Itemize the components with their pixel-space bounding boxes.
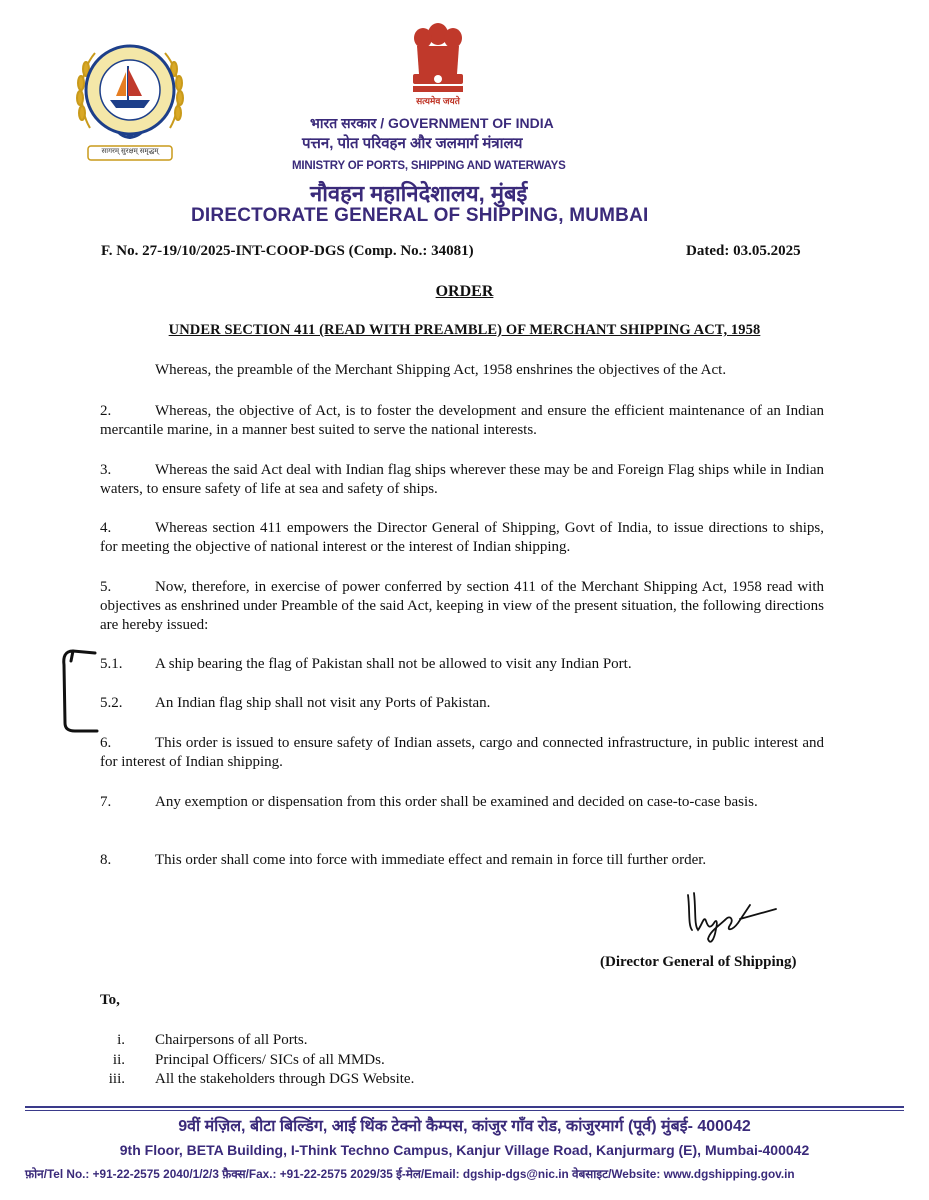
dgs-english: DIRECTORATE GENERAL OF SHIPPING, MUMBAI bbox=[191, 205, 649, 226]
paragraph-number: 4. bbox=[100, 520, 112, 536]
government-line: भारत सरकार / GOVERNMENT OF INDIA bbox=[310, 115, 554, 131]
order-date: Dated: 03.05.2025 bbox=[686, 243, 801, 259]
order-subtitle: UNDER SECTION 411 (READ WITH PREAMBLE) OF MERCHANT SHIPPING ACT, 1958 bbox=[168, 322, 761, 338]
paragraph-number: 3. bbox=[100, 462, 112, 478]
paragraph-text: A ship bearing the flag of Pakistan shall not be allowed to visit any Indian Port. bbox=[155, 656, 632, 672]
dgs-logo bbox=[70, 28, 190, 168]
recipient-item: All the stakeholders through DGS Website. bbox=[155, 1071, 415, 1087]
recipient-item: Chairpersons of all Ports. bbox=[155, 1032, 308, 1048]
paragraph-8 bbox=[100, 851, 824, 870]
paragraph-5-2 bbox=[100, 694, 824, 713]
paragraph-7 bbox=[100, 793, 824, 812]
recipient-number: i. bbox=[117, 1032, 125, 1048]
paragraph-2 bbox=[100, 402, 824, 440]
paragraph-4 bbox=[100, 519, 824, 557]
emblem-motto: सत्यमेव जयते bbox=[416, 96, 460, 106]
ministry-english: MINISTRY OF PORTS, SHIPPING AND WATERWAYS bbox=[292, 160, 566, 172]
recipient-number: iii. bbox=[108, 1071, 125, 1087]
paragraph-text: This order is issued to ensure safety of Indian assets, cargo and connected infrastructure, in public interest and for interest of Indian shipping. bbox=[100, 735, 824, 770]
paragraph-text: Whereas section 411 empowers the Director General of Shipping, Govt of India, to issue directions to ships, for meeting the objective of national interest or the interest of Indian shipping. bbox=[100, 520, 824, 555]
paragraph-5 bbox=[100, 578, 824, 635]
recipient-number: ii. bbox=[112, 1052, 125, 1068]
to-label: To, bbox=[100, 992, 120, 1008]
paragraph-number: 5.2. bbox=[100, 695, 123, 711]
paragraph-text: Whereas, the objective of Act, is to foster the development and ensure the efficient maintenance of an Indian mercantile marine, in a manner best suited to serve the national interests. bbox=[100, 403, 824, 438]
order-title: ORDER bbox=[435, 283, 494, 300]
ministry-hindi: पत्तन, पोत परिवहन और जलमार्ग मंत्रालय bbox=[302, 135, 523, 152]
paragraph-text: Whereas the said Act deal with Indian flag ships wherever these may be and Foreign Flag ships while in Indian waters, to ensure safety of life at sea and safety of ships. bbox=[100, 462, 824, 497]
logo-scroll-text: सागरम् सुरक्षम् समृद्धम् bbox=[101, 148, 159, 155]
paragraph-6 bbox=[100, 734, 824, 772]
national-emblem bbox=[403, 12, 473, 112]
paragraph-number: 8. bbox=[100, 852, 112, 868]
file-number: F. No. 27-19/10/2025-INT-COOP-DGS (Comp. No.: 34081) bbox=[101, 243, 474, 259]
paragraph-text: An Indian flag ship shall not visit any Ports of Pakistan. bbox=[155, 695, 491, 711]
paragraph-number: 5. bbox=[100, 579, 112, 595]
dgs-hindi: नौवहन महानिदेशालय, मुंबई bbox=[310, 181, 528, 206]
intro-paragraph: Whereas, the preamble of the Merchant Shipping Act, 1958 enshrines the objectives of the Act. bbox=[155, 362, 727, 378]
paragraph-number: 2. bbox=[100, 403, 112, 419]
signatory-title: (Director General of Shipping) bbox=[600, 954, 797, 970]
paragraph-text: Now, therefore, in exercise of power conferred by section 411 of the Merchant Shipping Act, 1958 read with objectives as enshrined under Preamble of the said Act, keeping in view of the present situation, the following directions are hereby issued: bbox=[100, 579, 824, 633]
paragraph-text: This order shall come into force with immediate effect and remain in force till further order. bbox=[155, 852, 707, 868]
paragraph-number: 6. bbox=[100, 735, 112, 751]
footer-divider bbox=[25, 1106, 904, 1108]
footer-address-english: 9th Floor, BETA Building, I-Think Techno Campus, Kanjur Village Road, Kanjurmarg (E), Mumbai-400042 bbox=[119, 1142, 810, 1158]
paragraph-number: 5.1. bbox=[100, 656, 123, 672]
paragraph-number: 7. bbox=[100, 794, 112, 810]
paragraph-text: Any exemption or dispensation from this order shall be examined and decided on case-to-case basis. bbox=[155, 794, 758, 810]
paragraph-5-1 bbox=[100, 655, 824, 674]
footer-divider-thin bbox=[25, 1110, 904, 1111]
footer-contact: फ़ोन/Tel No.: +91-22-2575 2040/1/2/3 फ़ैक्स/Fax.: +91-22-2575 2029/35 ई-मेल/Email: dgship-dgs@nic.in वेबसाइट/Website: www.dgshipping.gov.in bbox=[25, 1167, 795, 1181]
handwritten-bracket bbox=[55, 645, 115, 735]
paragraph-3 bbox=[100, 461, 824, 499]
recipient-item: Principal Officers/ SICs of all MMDs. bbox=[155, 1052, 385, 1068]
footer-address-hindi: 9वीं मंज़िल, बीटा बिल्डिंग, आई थिंक टेक्नो कैम्पस, कांजुर गाँव रोड, कांजुरमार्ग (पूर्व) मुंबई- 400042 bbox=[178, 1118, 751, 1135]
signature bbox=[680, 885, 790, 950]
